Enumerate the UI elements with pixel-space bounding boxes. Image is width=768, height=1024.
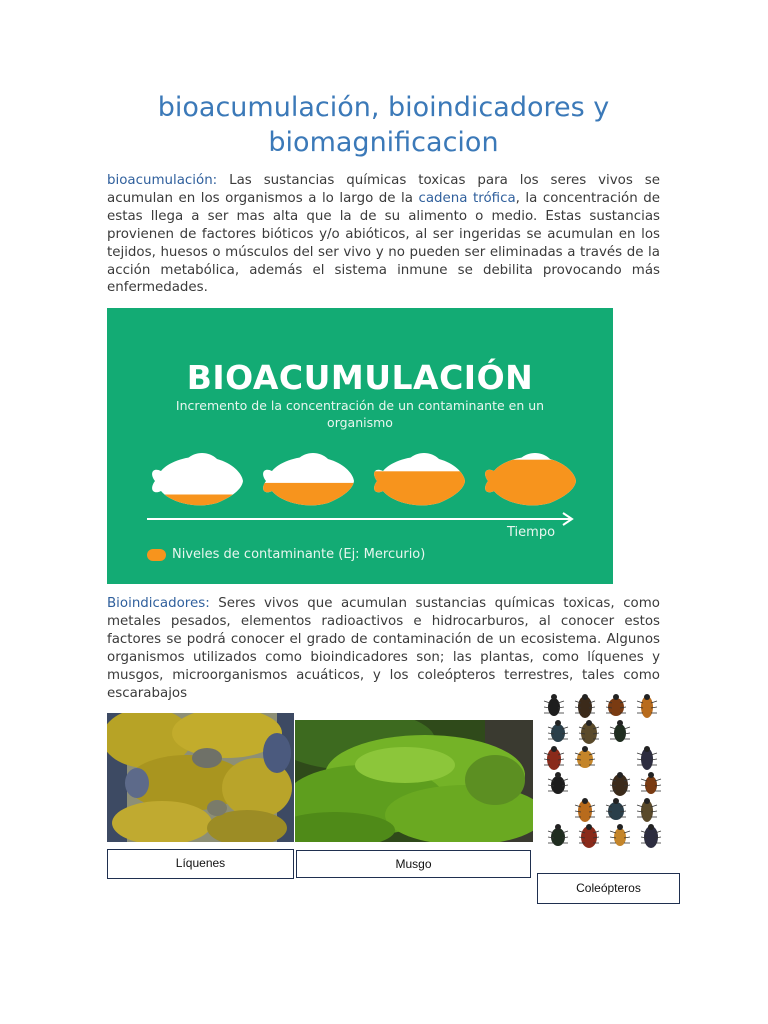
fish-icon — [480, 451, 578, 509]
fish-icon — [369, 451, 467, 509]
paragraph-text: Las sustancias químicas toxicas para los seres vivos se acumulan en los organismos a lo largo de la — [107, 173, 660, 206]
bioaccumulation-infographic — [107, 308, 613, 584]
contaminant-level — [369, 471, 467, 509]
infographic-subtitle: Incremento de la concentración de un contaminante en un organismo — [175, 398, 545, 430]
contaminant-level — [147, 495, 245, 510]
beetle-icon — [544, 746, 564, 770]
bioindicators-term: Bioindicadores: — [107, 596, 210, 611]
paragraph-text: Seres vivos que acumulan sustancias químicas toxicas, como metales pesados, elementos radioactivos e hidrocarburos, al conocer estos factores se podrá conocer el grado de contaminación de un ecosistema. Algunos organismos utilizados como bioindicadores son; las plantas, como líquenes y musgos, microorganismos acuáticos, y los coleópteros terrestres, tales como escarabajos — [107, 596, 660, 701]
beetle-icon — [610, 772, 630, 796]
bioaccumulation-paragraph — [107, 172, 660, 297]
fish-icon — [147, 451, 245, 509]
lichen-photo — [107, 713, 294, 842]
time-axis-label: Tiempo — [507, 525, 556, 540]
beetle-icon — [548, 824, 568, 846]
fish-icon — [258, 451, 356, 509]
legend-swatch — [147, 549, 166, 561]
beetles-photo — [540, 693, 664, 853]
beetle-icon — [548, 720, 568, 742]
beetle-icon — [641, 772, 661, 794]
beetle-icon — [637, 694, 657, 718]
beetle-icon — [575, 798, 595, 822]
beetle-icon — [610, 720, 630, 742]
legend-text: Niveles de contaminante (Ej: Mercurio) — [172, 547, 426, 562]
moss-caption: Musgo — [296, 850, 531, 878]
contaminant-level — [258, 483, 356, 509]
beetle-icon — [548, 772, 568, 794]
infographic-title: BIOACUMULACIÓN — [186, 358, 534, 397]
beetle-icon — [575, 694, 595, 718]
beetle-icon — [641, 824, 661, 848]
beetle-icon — [579, 824, 599, 848]
beetle-icon — [610, 824, 630, 846]
beetle-icon — [544, 694, 564, 716]
beetles-caption: Coleópteros — [537, 873, 680, 904]
bioindicators-paragraph — [107, 595, 660, 702]
page-title: bioacumulación, bioindicadores y biomagnificacion — [157, 92, 610, 158]
moss-photo — [295, 720, 533, 842]
beetle-icon — [606, 694, 626, 716]
lichen-caption: Líquenes — [107, 849, 294, 879]
beetle-icon — [606, 798, 626, 820]
beetle-icon — [579, 720, 599, 744]
paragraph-text: , la concentración de estas llega a ser mas alta que la de su alimento o medio. Estas sustancias provienen de factores bióticos y/o abióticos, al ser ingeridas se acumulan en los tejidos, huesos o músculos del ser vivo y no pueden ser eliminadas a través de la acción metabólica, además el sistema inmune se debilita provocando más enfermedades. — [107, 190, 660, 296]
contaminant-level — [480, 460, 578, 509]
bioaccumulation-term: bioacumulación: — [107, 173, 218, 188]
beetle-icon — [637, 798, 657, 822]
food-chain-link[interactable]: cadena trófica — [418, 190, 516, 206]
beetle-icon — [575, 746, 595, 768]
beetle-icon — [637, 746, 657, 770]
